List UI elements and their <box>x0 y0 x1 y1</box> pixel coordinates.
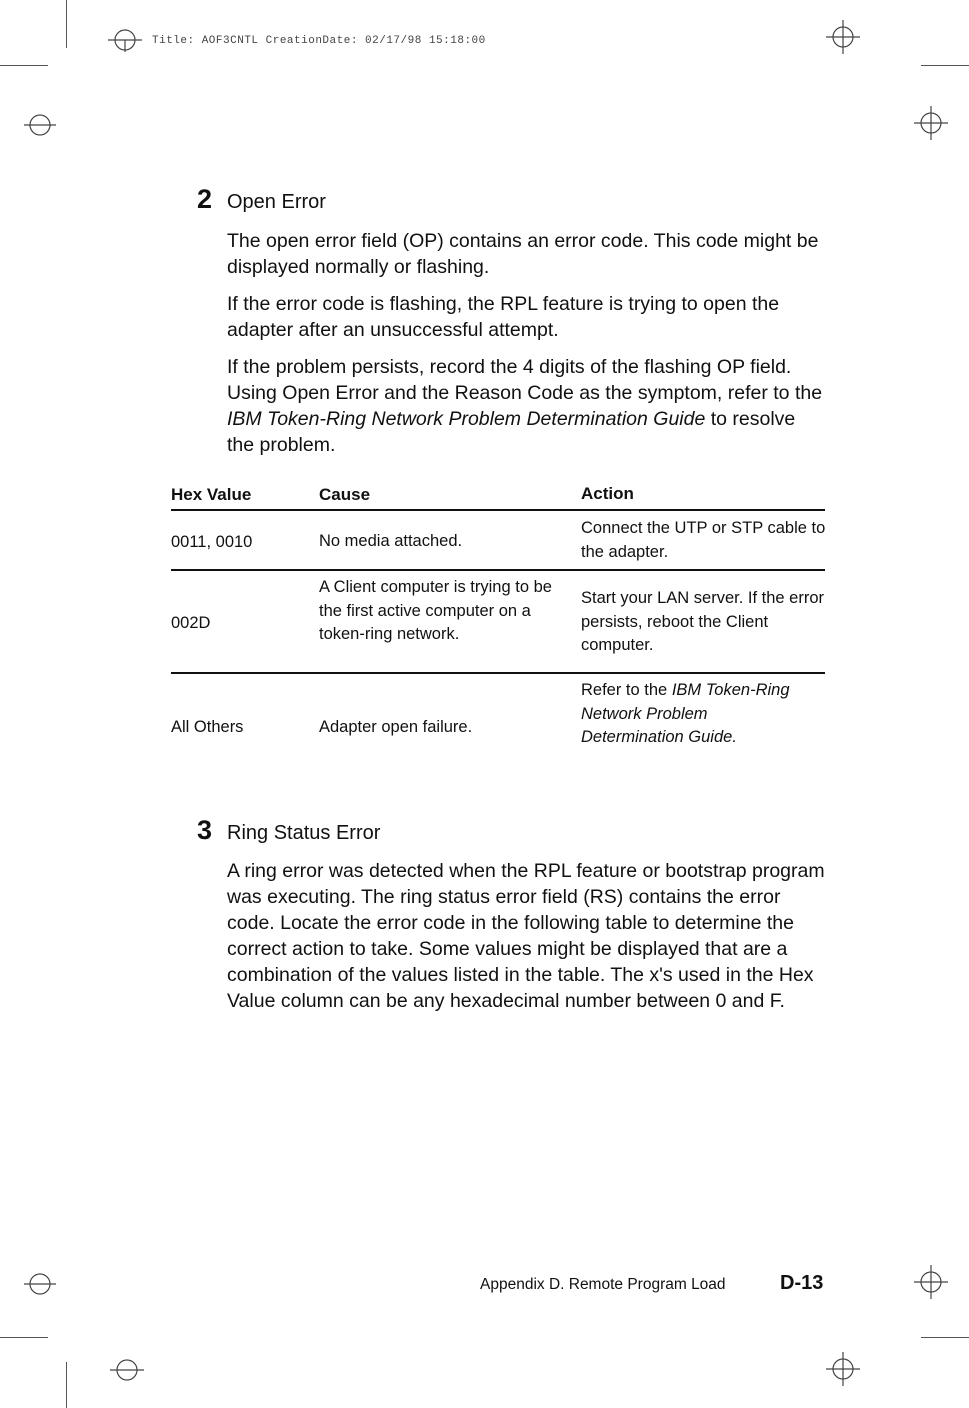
registration-mark-icon <box>914 106 948 140</box>
table-cell-hex: 0011, 0010 <box>171 533 253 551</box>
column-header-hex-value: Hex Value <box>171 485 252 504</box>
registration-mark-icon <box>110 1358 144 1382</box>
step-3-title: Ring Status Error <box>227 822 381 844</box>
table-cell-action <box>581 679 796 750</box>
registration-mark-icon <box>24 113 56 137</box>
registration-mark-icon <box>914 1265 948 1299</box>
crop-line-left-bottom-horizontal <box>0 1337 48 1338</box>
table-cell-hex: 002D <box>171 614 211 632</box>
registration-mark-icon <box>826 1352 860 1386</box>
page-number: D-13 <box>780 1272 824 1294</box>
print-header: Title: AOF3CNTL CreationDate: 02/17/98 15:18:00 <box>152 35 486 47</box>
table-cell-action: Start your LAN server. If the error persists, reboot the Client computer. <box>581 589 825 654</box>
table-row-rule <box>171 672 825 674</box>
table-cell-action: Connect the UTP or STP cable to the adapter. <box>581 519 826 561</box>
step-2-paragraph-2: If the error code is flashing, the RPL feature is trying to open the adapter after an unsuccessful attempt. <box>227 293 780 341</box>
column-header-cause: Cause <box>319 485 371 504</box>
guide-title-reference: IBM Token-Ring Network Problem Determination Guide. <box>581 681 790 746</box>
table-cell-cause: No media attached. <box>319 532 463 550</box>
step-3-body <box>227 858 827 1025</box>
step-2-paragraph-1: The open error field (OP) contains an error code. This code might be displayed normally or flashing. <box>227 230 819 278</box>
step-3-number: 3 <box>197 815 213 845</box>
step-2-number: 2 <box>197 184 213 214</box>
table-cell-action-prefix: Refer to the <box>581 681 672 699</box>
step-2-paragraph-3-end: to resolve the problem. <box>227 408 796 456</box>
registration-mark-icon <box>24 1272 56 1296</box>
crop-line-left-top-vertical <box>66 0 67 48</box>
crop-line-left-bottom-vertical <box>66 1362 67 1408</box>
footer-chapter-title: Appendix D. Remote Program Load <box>480 1276 726 1293</box>
registration-mark-icon <box>108 28 142 52</box>
table-header-rule <box>171 509 825 511</box>
crop-line-right-top-horizontal <box>921 65 969 66</box>
table-row-rule <box>171 569 825 571</box>
guide-title-reference: IBM Token-Ring Network Problem Determination Guide <box>227 408 706 430</box>
column-header-action: Action <box>581 484 634 503</box>
registration-mark-icon <box>826 20 860 54</box>
step-2-body <box>227 228 827 469</box>
step-2-title: Open Error <box>227 191 326 213</box>
table-cell-cause: Adapter open failure. <box>319 718 473 736</box>
crop-line-right-bottom-horizontal <box>921 1337 969 1338</box>
step-2-paragraph-3-start: If the problem persists, record the 4 digits of the flashing OP field. Using Open Error and the Reason Code as the symptom, refer to the <box>227 356 823 404</box>
table-cell-cause: A Client computer is trying to be the first active computer on a token-ring network. <box>319 578 552 643</box>
table-cell-hex: All Others <box>171 718 244 736</box>
crop-line-left-top-horizontal <box>0 65 48 66</box>
step-3-paragraph-1: A ring error was detected when the RPL feature or bootstrap program was executing. The ring status error field (RS) contains the error code. Locate the error code in the following table to determine the correct action to take. Some values might be displayed that are a combination of the values listed in the table. The x's used in the Hex Value column can be any hexadecimal number between 0 and F. <box>227 860 825 1012</box>
step-2-paragraph-3 <box>227 354 827 458</box>
